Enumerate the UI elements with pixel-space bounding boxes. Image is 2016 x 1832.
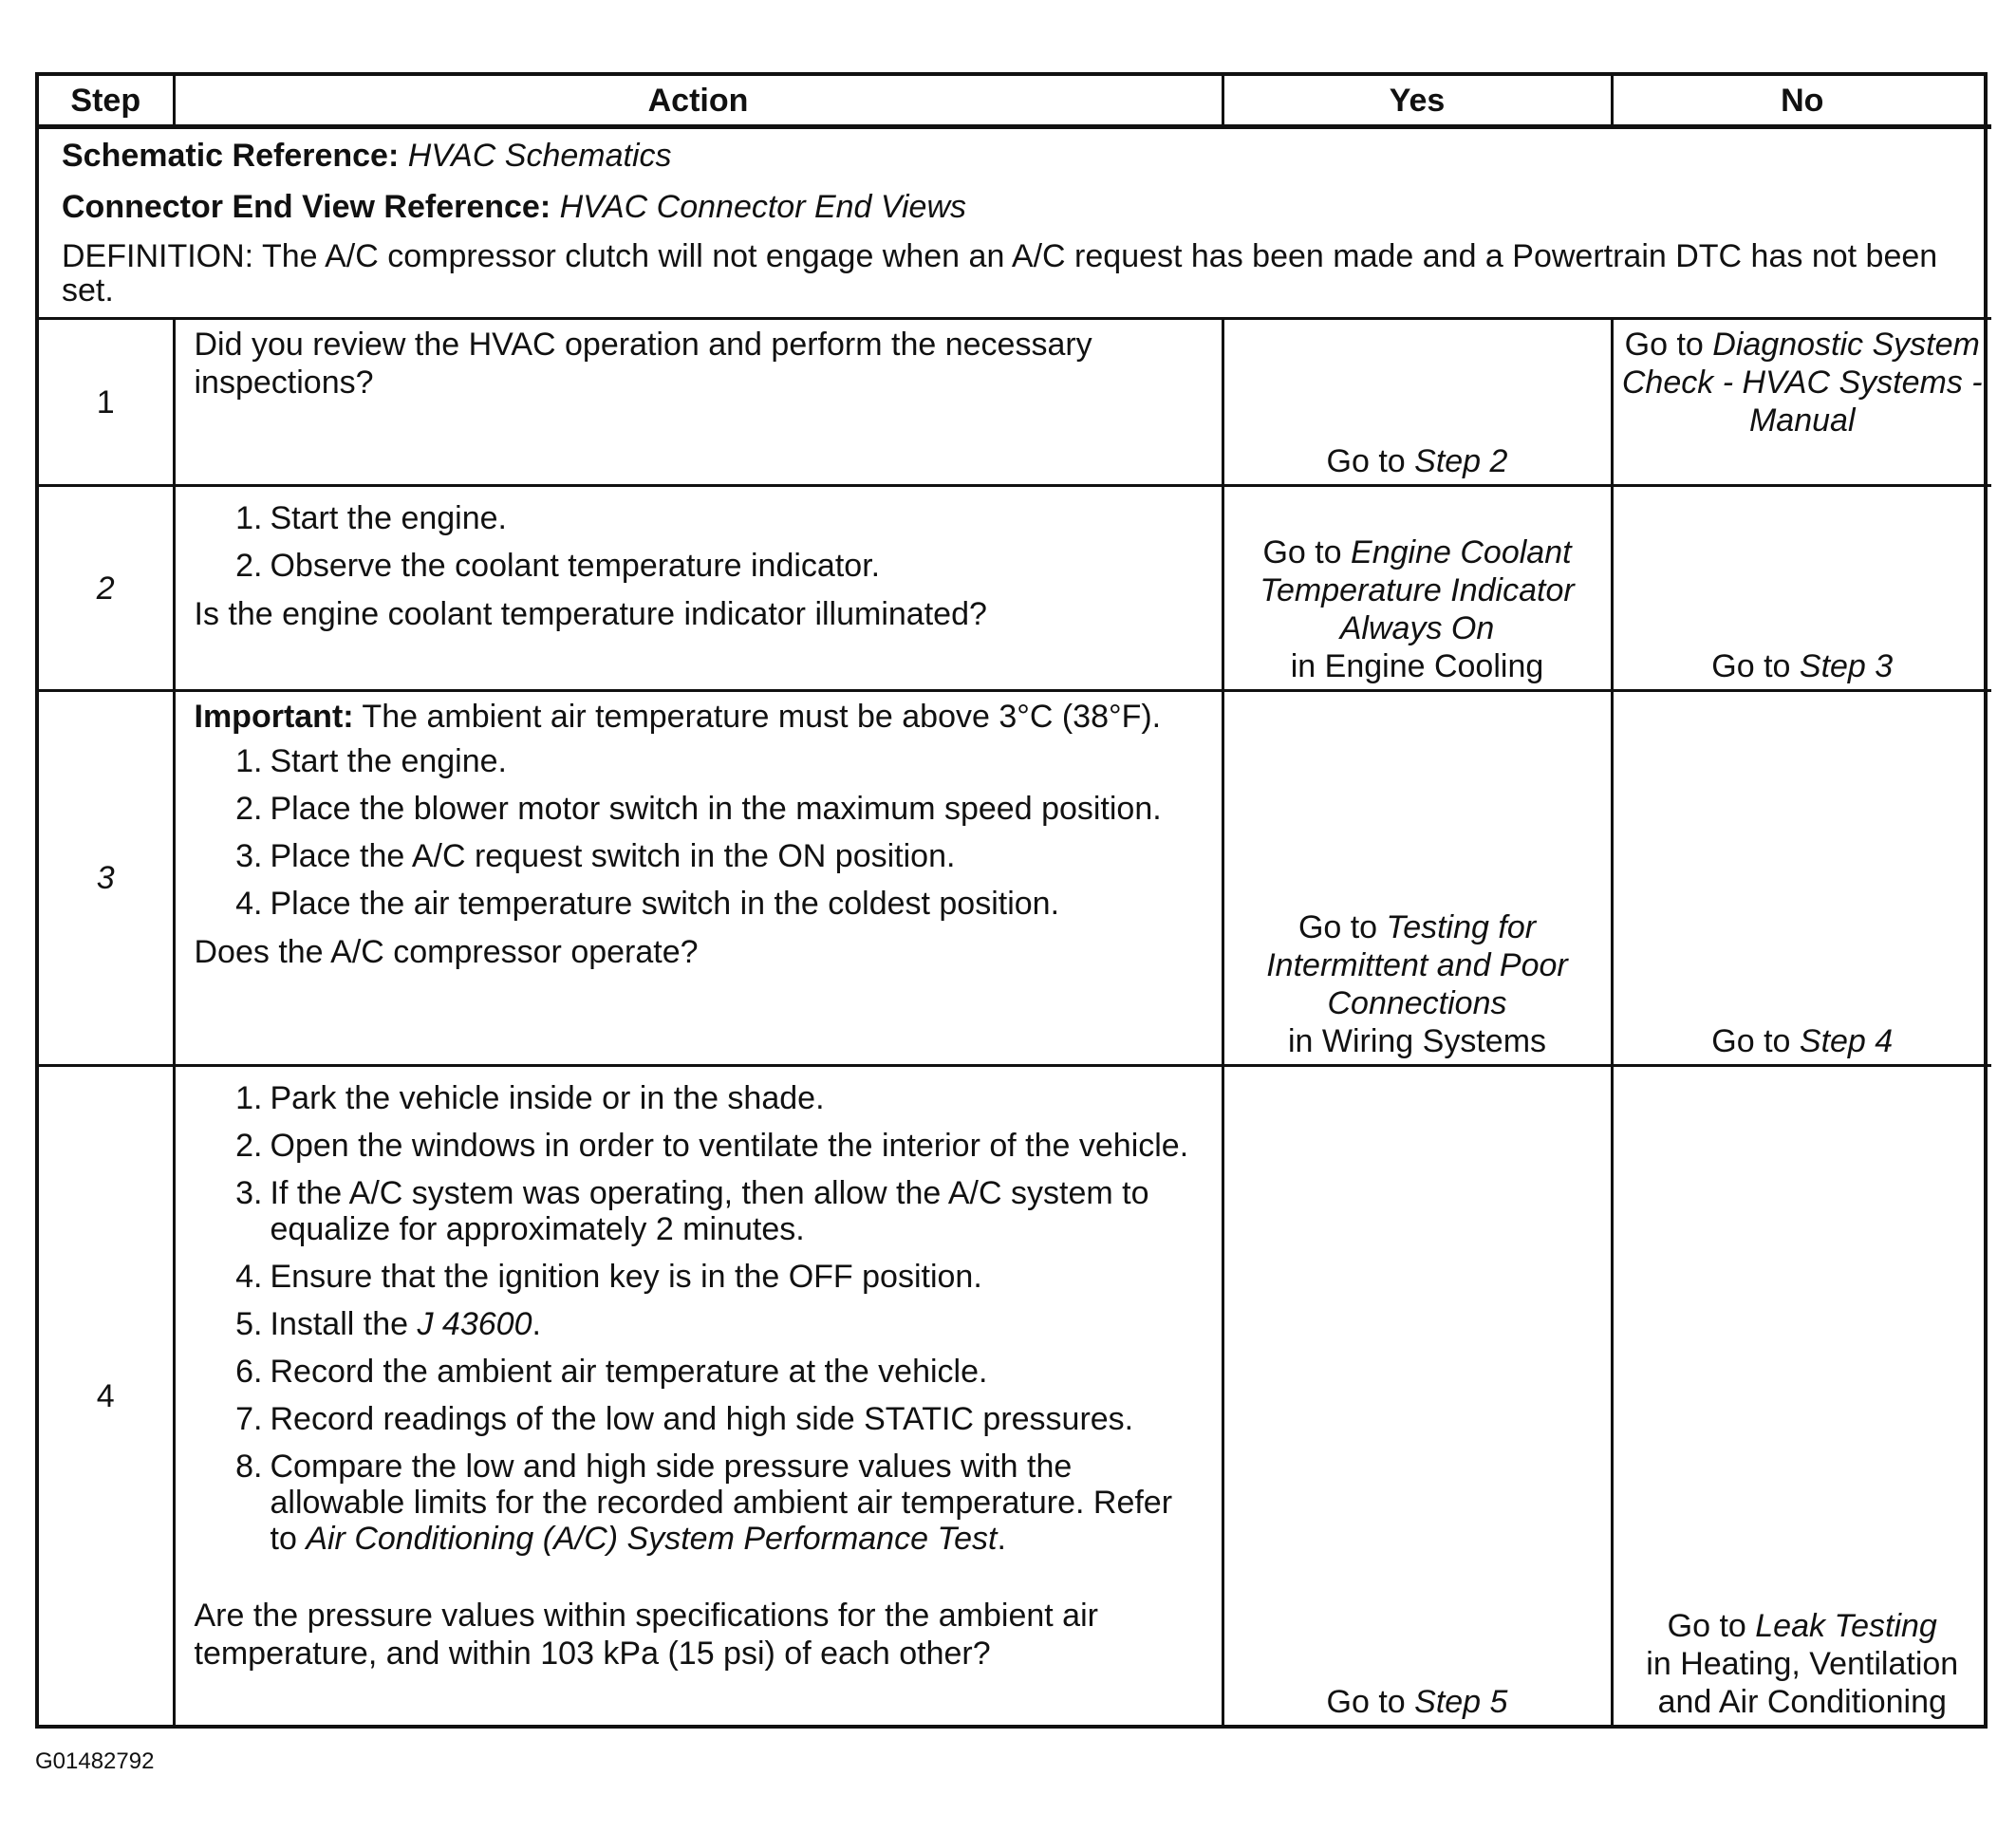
list-item: 3. If the A/C system was operating, then allow the A/C system to equalize for approximately 2 minutes. xyxy=(235,1175,1149,1247)
connector-reference xyxy=(62,188,1969,226)
yes-prefix-2: Go to xyxy=(1262,534,1352,570)
schematic-reference-label: Schematic Reference: xyxy=(62,138,400,174)
no-link-4[interactable]: Leak Testing xyxy=(1755,1608,1937,1644)
list-item: 1. Start the engine. xyxy=(235,743,508,779)
no-prefix-2: Go to xyxy=(1711,648,1800,684)
step-number-4: 4 xyxy=(39,1066,174,1726)
yes-link-4[interactable]: Step 5 xyxy=(1414,1684,1508,1720)
tool-reference: J 43600 xyxy=(417,1306,532,1342)
action-cell-3 xyxy=(174,691,1223,1066)
list-item: 7. Record readings of the low and high side STATIC pressures. xyxy=(235,1401,1134,1437)
header-action: Action xyxy=(174,76,1223,127)
list-item: 2. Place the blower motor switch in the maximum speed position. xyxy=(235,791,1162,827)
list-item: 1. Start the engine. xyxy=(235,500,508,536)
step-4-list xyxy=(195,1080,1204,1557)
list-item: 6. Record the ambient air temperature at the vehicle. xyxy=(235,1354,988,1390)
list-item: 8. Compare the low and high side pressure values with the allowable limits for the recorded ambient air temperature. Refer to Air Conditioning (A/C) System Performance Test. xyxy=(235,1449,1173,1557)
step-row-4 xyxy=(39,1066,1991,1726)
yes-suffix-3: in Wiring Systems xyxy=(1287,1023,1547,1059)
no-prefix-4: Go to xyxy=(1667,1608,1756,1644)
step-4-question: Are the pressure values within specifications for the ambient air temperature, and within 103 kPa (15 psi) of each other? xyxy=(194,1598,1098,1672)
yes-prefix-1: Go to xyxy=(1326,443,1415,479)
no-link-2[interactable]: Step 3 xyxy=(1799,648,1894,684)
step-row-1 xyxy=(39,319,1991,486)
figure-id: G01482792 xyxy=(35,1748,155,1774)
list-item: 2. Open the windows in order to ventilate the interior of the vehicle. xyxy=(235,1128,1189,1164)
schematic-reference-link[interactable]: HVAC Schematics xyxy=(407,138,672,174)
reference-row xyxy=(39,127,1991,319)
schematic-reference xyxy=(62,137,1969,175)
no-cell-4 xyxy=(1612,1066,1991,1726)
no-prefix-1: Go to xyxy=(1624,327,1713,363)
list-item: 3. Place the A/C request switch in the ON position. xyxy=(235,838,956,874)
yes-cell-3 xyxy=(1223,691,1612,1066)
yes-prefix-3: Go to xyxy=(1297,909,1387,945)
step-1-question: Did you review the HVAC operation and perform the necessary inspections? xyxy=(194,327,1092,401)
header-no: No xyxy=(1612,76,1991,127)
header-yes: Yes xyxy=(1223,76,1612,127)
yes-cell-1 xyxy=(1223,319,1612,486)
no-cell-3 xyxy=(1612,691,1991,1066)
action-cell-4 xyxy=(174,1066,1223,1726)
yes-link-2[interactable]: Engine Coolant Temperature Indicator Always On xyxy=(1260,534,1575,646)
no-link-3[interactable]: Step 4 xyxy=(1799,1023,1894,1059)
diagnostic-table xyxy=(39,76,1991,1725)
important-label: Important: xyxy=(194,699,354,735)
step-number-3: 3 xyxy=(39,691,174,1066)
yes-link-3[interactable]: Testing for Intermittent and Poor Connections xyxy=(1266,909,1568,1021)
header-step: Step xyxy=(39,76,174,127)
connector-reference-link[interactable]: HVAC Connector End Views xyxy=(559,189,966,225)
step-number-1: 1 xyxy=(39,319,174,486)
no-link-1[interactable]: Diagnostic System Check - HVAC Systems - Manual xyxy=(1621,327,1983,439)
no-prefix-3: Go to xyxy=(1711,1023,1800,1059)
diagnostic-table-frame xyxy=(35,72,1988,1729)
step-3-question: Does the A/C compressor operate? xyxy=(194,934,699,970)
definition-text: DEFINITION: The A/C compressor clutch will not engage when an A/C request has been made and a Powertrain DTC has not been set. xyxy=(62,238,1938,308)
step-2-question: Is the engine coolant temperature indicator illuminated? xyxy=(194,596,987,632)
list-item: 4. Ensure that the ignition key is in the OFF position. xyxy=(235,1259,982,1295)
yes-link-1[interactable]: Step 2 xyxy=(1414,443,1508,479)
list-item: 1. Park the vehicle inside or in the shade. xyxy=(235,1080,825,1116)
yes-prefix-4: Go to xyxy=(1326,1684,1415,1720)
step-3-list xyxy=(195,743,1204,922)
yes-suffix-2: in Engine Cooling xyxy=(1290,648,1544,684)
no-cell-2 xyxy=(1612,486,1991,691)
list-item: 2. Observe the coolant temperature indicator. xyxy=(235,548,881,584)
step-row-3 xyxy=(39,691,1991,1066)
header-row xyxy=(39,76,1991,127)
step-number-2: 2 xyxy=(39,486,174,691)
yes-cell-2 xyxy=(1223,486,1612,691)
performance-test-link[interactable]: Air Conditioning (A/C) System Performance Test xyxy=(306,1521,998,1557)
no-suffix-4: in Heating, Ventilation and Air Conditioning xyxy=(1646,1646,1959,1720)
action-cell-2 xyxy=(174,486,1223,691)
yes-cell-4 xyxy=(1223,1066,1612,1726)
step-row-2 xyxy=(39,486,1991,691)
list-item: 5. Install the J 43600. xyxy=(235,1306,541,1342)
no-cell-1 xyxy=(1612,319,1991,486)
list-item: 4. Place the air temperature switch in the coldest position. xyxy=(235,886,1060,922)
step-3-important: Important: The ambient air temperature must be above 3°C (38°F). xyxy=(194,699,1162,735)
connector-reference-label: Connector End View Reference: xyxy=(62,189,551,225)
step-2-list xyxy=(195,500,1204,584)
reference-cell xyxy=(39,127,1991,319)
action-cell-1 xyxy=(174,319,1223,486)
